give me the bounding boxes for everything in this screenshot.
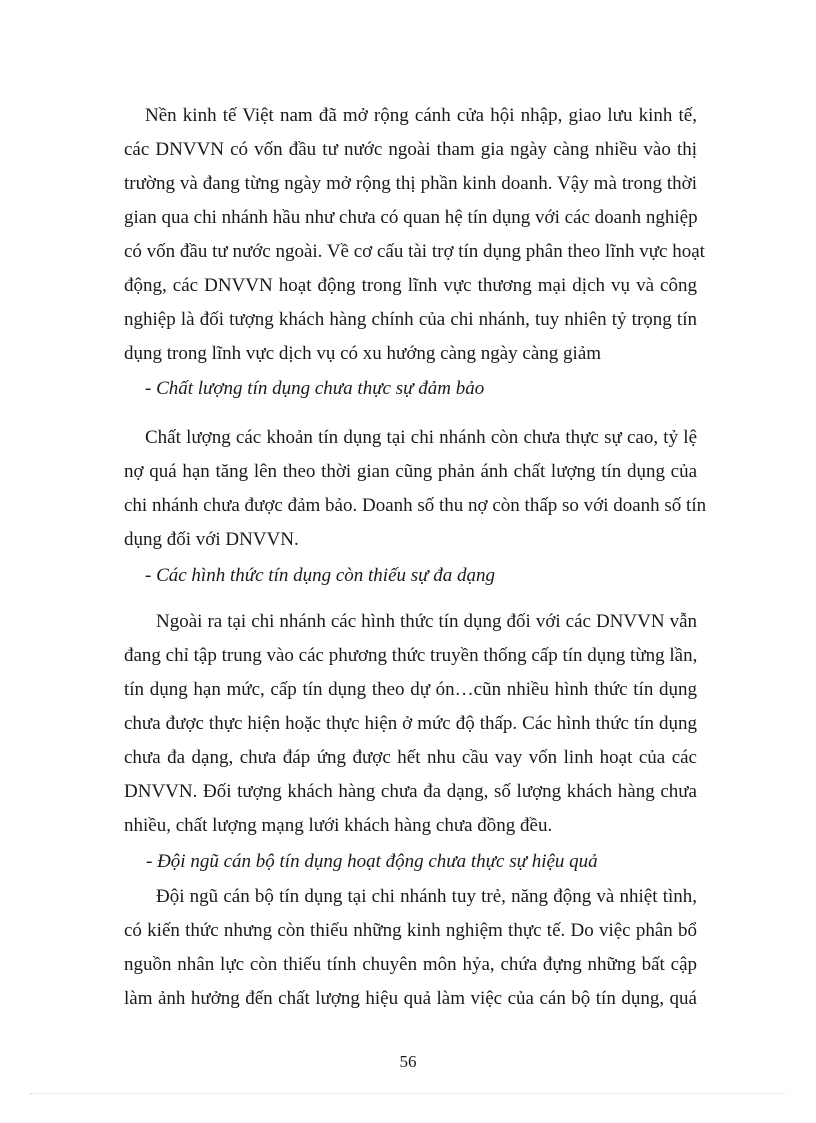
paragraph-line: chi nhánh chưa được đảm bảo. Doanh số thu nợ còn thấp so với doanh số tín — [124, 495, 707, 516]
paragraph-line: trường và đang từng ngày mở rộng thị phần kinh doanh. Vậy mà trong thời — [124, 173, 697, 194]
paragraph-line: chưa đa dạng, chưa đáp ứng được hết nhu cầu vay vốn linh hoạt của các — [124, 747, 697, 768]
footer-divider — [30, 1093, 786, 1094]
paragraph-line: có vốn đầu tư nước ngoài. Về cơ cấu tài trợ tín dụng phân theo lĩnh vực hoạt — [124, 241, 705, 262]
paragraph-line: Đội ngũ cán bộ tín dụng tại chi nhánh tuy trẻ, năng động và nhiệt tình, — [156, 886, 697, 907]
page-number: 56 — [399, 1052, 417, 1071]
section-heading: - Đội ngũ cán bộ tín dụng hoạt động chưa thực sự hiệu quả — [146, 851, 598, 872]
paragraph-line: chưa được thực hiện hoặc thực hiện ở mức độ thấp. Các hình thức tín dụng — [124, 713, 697, 734]
paragraph-line: nguồn nhân lực còn thiếu tính chuyên môn hỷa, chứa đựng những bất cập — [124, 954, 697, 975]
paragraph-line: có kiến thức nhưng còn thiếu những kinh nghiệm thực tế. Do việc phân bổ — [124, 920, 697, 941]
paragraph-line: dụng trong lĩnh vực dịch vụ có xu hướng càng ngày càng giảm — [124, 343, 602, 364]
paragraph-line: Nền kinh tế Việt nam đã mở rộng cánh cửa hội nhập, giao lưu kinh tế, — [145, 105, 697, 126]
paragraph-line: nhiều, chất lượng mạng lưới khách hàng chưa đồng đều. — [124, 815, 553, 836]
paragraph-line: nghiệp là đối tượng khách hàng chính của chi nhánh, tuy nhiên tỷ trọng tín — [124, 309, 697, 330]
paragraph-line: làm ảnh hưởng đến chất lượng hiệu quả làm việc của cán bộ tín dụng, quá — [124, 988, 697, 1009]
paragraph-line: tín dụng hạn mức, cấp tín dụng theo dự ón…cũn nhiều hình thức tín dụng — [124, 679, 697, 700]
paragraph-line: dụng đối với DNVVN. — [124, 529, 299, 550]
paragraph-line: Chất lượng các khoản tín dụng tại chi nhánh còn chưa thực sự cao, tỷ lệ — [145, 427, 697, 448]
paragraph-line: gian qua chi nhánh hầu như chưa có quan hệ tín dụng với các doanh nghiệp — [124, 207, 698, 228]
paragraph-line: các DNVVN có vốn đầu tư nước ngoài tham gia ngày càng nhiều vào thị — [124, 139, 697, 160]
section-heading: - Chất lượng tín dụng chưa thực sự đảm bảo — [145, 378, 485, 399]
paragraph-line: nợ quá hạn tăng lên theo thời gian cũng phản ánh chất lượng tín dụng của — [124, 461, 697, 482]
paragraph-line: động, các DNVVN hoạt động trong lĩnh vực thương mại dịch vụ và công — [124, 275, 697, 296]
paragraph-line: DNVVN. Đối tượng khách hàng chưa đa dạng, số lượng khách hàng chưa — [124, 781, 697, 802]
paragraph-line: Ngoài ra tại chi nhánh các hình thức tín dụng đối với các DNVVN vẫn — [156, 611, 697, 632]
paragraph-line: đang chỉ tập trung vào các phương thức truyền thống cấp tín dụng từng lần, — [124, 645, 698, 666]
section-heading: - Các hình thức tín dụng còn thiếu sự đa dạng — [145, 565, 496, 586]
